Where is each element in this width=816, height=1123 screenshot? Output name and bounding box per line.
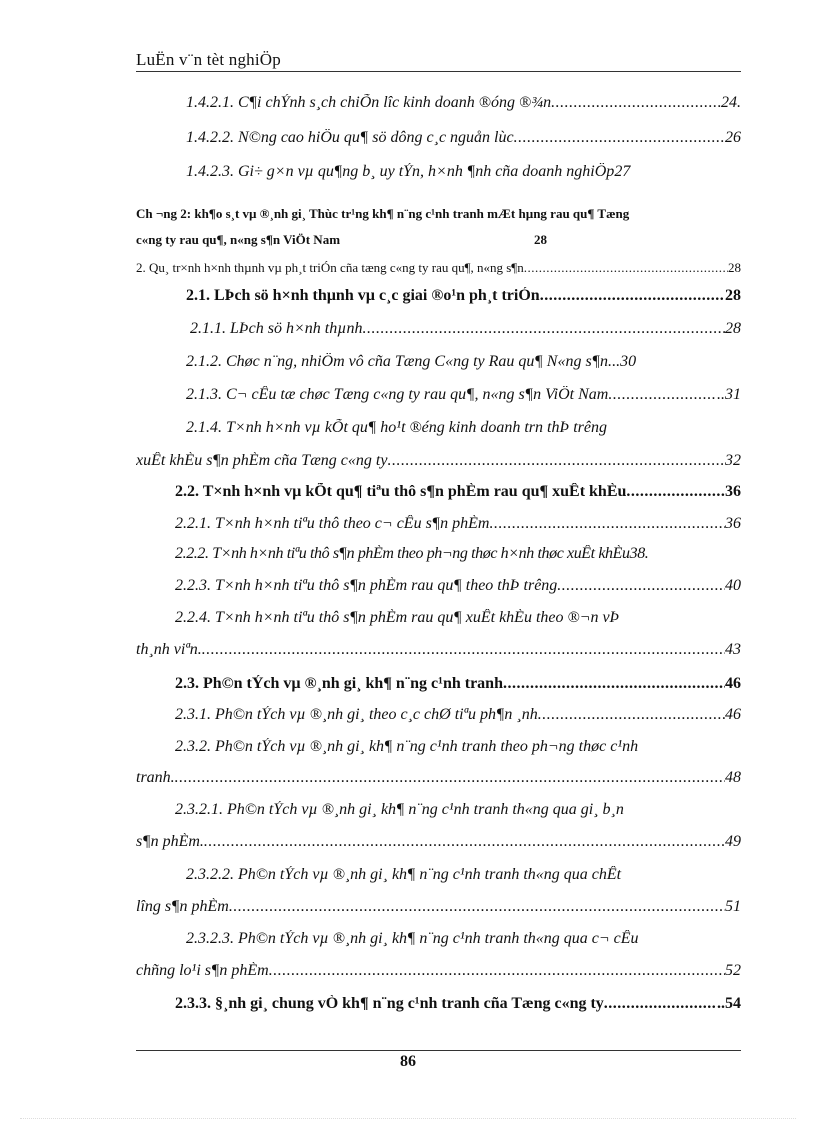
- toc-leader-dots: [489, 515, 725, 533]
- toc-leader-dots: [229, 898, 725, 916]
- toc-entry-text: 2.1.1. LÞch sö h×nh thµnh: [190, 320, 363, 337]
- toc-entry-text-cont: s¶n phÈm.: [136, 833, 204, 850]
- toc-leader-dots: [503, 675, 725, 693]
- toc-entry-page: ..31: [717, 386, 741, 403]
- header-rule: [136, 71, 741, 72]
- toc-entry-page: 28: [728, 260, 741, 275]
- toc-entry-text: 2.2.3. T×nh h×nh tiªu thô s¶n phÈm rau qu¶ theo thÞ trêng: [175, 577, 558, 594]
- toc-entry[interactable]: [186, 94, 741, 112]
- toc-leader-dots: [557, 577, 725, 595]
- toc-leader-dots: [608, 386, 717, 404]
- toc-entry-cont: [136, 769, 741, 787]
- toc-entry[interactable]: [186, 129, 741, 147]
- toc-entry-page: 28: [725, 320, 741, 337]
- toc-entry-text-cont: lîng s¶n phÈm: [136, 898, 229, 915]
- toc-entry-text: 1.4.2.3. Gi÷ g×n vµ qu¶ng b¸ uy tÝn, h×nh ¶nh cña doanh nghiÖp: [186, 163, 615, 180]
- toc-entry[interactable]: [186, 287, 741, 305]
- toc-chapter-heading[interactable]: [136, 206, 741, 222]
- toc-entry[interactable]: [136, 260, 741, 276]
- toc-entry[interactable]: [186, 930, 741, 948]
- page-number: 86: [400, 1053, 416, 1070]
- toc-entry[interactable]: [175, 706, 741, 724]
- toc-entry-page: 46: [725, 706, 741, 723]
- toc-entry-text: 2.3.2.2. Ph©n tÝch vµ ®¸nh gi¸ kh¶ n¨ng c¹nh tranh th«ng qua chÊt: [186, 866, 622, 883]
- toc-entry[interactable]: [186, 353, 741, 371]
- toc-entry-text: 2.2.1. T×nh h×nh tiªu thô theo c¬ cÊu s¶n phÈm: [175, 515, 490, 532]
- toc-entry[interactable]: [175, 675, 741, 693]
- toc-entry-text: 2.1. LÞch sö h×nh thµnh vµ c¸c giai ®o¹n ph¸t triÓn: [186, 287, 540, 304]
- toc-entry-page: 43: [725, 641, 741, 658]
- toc-entry-page: 32: [725, 452, 741, 469]
- toc-entry-text-cont: chñng lo¹i s¶n phÈm: [136, 962, 269, 979]
- toc-entry-page: 49: [725, 833, 741, 850]
- toc-entry-text: 2.3.2.3. Ph©n tÝch vµ ®¸nh gi¸ kh¶ n¨ng c¹nh tranh th«ng qua c¬ cÊu: [186, 930, 639, 947]
- toc-entry-text: 1.4.2.1. C¶i chÝnh s¸ch chiÕn lîc kinh doanh ®óng ®¾n: [186, 94, 552, 111]
- toc-entry[interactable]: [175, 995, 741, 1013]
- toc-entry-page: 48: [725, 769, 741, 786]
- toc-entry-page: 27: [614, 163, 631, 180]
- toc-entry-text-cont: tranh.: [136, 769, 175, 786]
- toc-leader-dots: [551, 94, 721, 112]
- toc-entry-cont: [136, 833, 741, 851]
- toc-entry-page: ..54: [717, 995, 741, 1012]
- toc-entry-page: ..30: [612, 353, 637, 370]
- toc-entry-page: 36: [725, 483, 741, 500]
- toc-leader-dots: [387, 452, 725, 470]
- running-header: LuËn v¨n tèt nghiÖp: [136, 50, 281, 69]
- toc-entry[interactable]: [186, 386, 741, 404]
- toc-entry[interactable]: [175, 577, 741, 595]
- toc-leader-dots: [175, 769, 725, 787]
- toc-entry[interactable]: [190, 320, 741, 338]
- page-edge-divider: [20, 1118, 796, 1119]
- toc-entry-page: 28: [534, 232, 547, 247]
- toc-entry-cont: [136, 641, 741, 659]
- toc-leader-dots: [524, 260, 728, 276]
- toc-entry-cont: [136, 962, 741, 980]
- toc-leader-dots: [202, 641, 725, 659]
- toc-leader-dots: [626, 483, 725, 501]
- toc-entry-page: 24.: [721, 94, 741, 111]
- toc-entry-page: 51: [725, 898, 741, 915]
- footer-rule: [136, 1050, 741, 1051]
- toc-entry-text: 2.1.3. C¬ cÊu tæ chøc Tæng c«ng ty rau qu¶, n«ng s¶n ViÖt Nam: [186, 386, 609, 403]
- toc-entry-page: 26: [725, 129, 741, 146]
- toc-entry-text-cont: th¸nh viªn.: [136, 641, 202, 658]
- toc-entry-page: 36: [725, 515, 741, 532]
- toc-entry[interactable]: [175, 801, 741, 819]
- toc-entry[interactable]: [175, 515, 741, 533]
- toc-leader-dots: [540, 287, 725, 305]
- toc-entry[interactable]: [175, 483, 741, 501]
- toc-entry-text: 2. Qu¸ tr×nh h×nh thµnh vµ ph¸t triÓn cña tæng c«ng ty rau qu¶, n«ng s¶n: [136, 260, 524, 275]
- toc-entry-text: 2.2.4. T×nh h×nh tiªu thô s¶n phÈm rau qu¶ xuÊt khÈu theo ®¬n vÞ: [175, 609, 620, 626]
- toc-leader-dots: [538, 706, 725, 724]
- toc-entry[interactable]: [175, 738, 741, 756]
- toc-entry-cont: [136, 452, 741, 470]
- toc-entry-cont: [136, 898, 741, 916]
- toc-entry-text: 2.3.1. Ph©n tÝch vµ ®¸nh gi¸ theo c¸c chØ tiªu ph¶n ¸nh: [175, 706, 538, 723]
- toc-entry[interactable]: [175, 609, 741, 627]
- toc-entry-text: 2.3.2.1. Ph©n tÝch vµ ®¸nh gi¸ kh¶ n¨ng c¹nh tranh th«ng qua gi¸ b¸n: [175, 801, 624, 818]
- toc-entry[interactable]: [186, 866, 741, 884]
- toc-entry-text: 2.2. T×nh h×nh vµ kÕt qu¶ tiªu thô s¶n phÈm rau qu¶ xuÊt khÈu: [175, 483, 627, 500]
- toc-entry-text: 2.3.2. Ph©n tÝch vµ ®¸nh gi¸ kh¶ n¨ng c¹nh tranh theo ph¬ng thøc c¹nh: [175, 738, 639, 755]
- toc-entry[interactable]: [186, 163, 741, 181]
- toc-leader-dots: [269, 962, 725, 980]
- toc-entry-text: 2.1.2. Chøc n¨ng, nhiÖm vô cña Tæng C«ng ty Rau qu¶ N«ng s¶n.: [186, 353, 613, 370]
- toc-entry-text-cont: xuÊt khÈu s¶n phÈm cña Tæng c«ng ty: [136, 452, 388, 469]
- toc-entry-text-cont: c«ng ty rau qu¶, n«ng s¶n ViÖt Nam: [136, 232, 341, 247]
- toc-leader-dots: [514, 129, 725, 147]
- toc-entry-text: 2.3.3. §¸nh gi¸ chung vÒ kh¶ n¨ng c¹nh tranh cña Tæng c«ng ty: [175, 995, 604, 1012]
- toc-leader-dots: [604, 995, 717, 1013]
- toc-entry-page: 52: [725, 962, 741, 979]
- toc-entry-text: 1.4.2.2. N©ng cao hiÖu qu¶ sö dông c¸c nguån lùc: [186, 129, 514, 146]
- toc-leader-dots: [204, 833, 725, 851]
- toc-entry-text: Ch ¬ng 2: kh¶o s¸t vµ ®¸nh gi¸ Thùc tr¹ng kh¶ n¨ng c¹nh tranh mÆt hµng rau qu¶ Tæng: [136, 206, 630, 221]
- toc-entry-page: 46: [725, 675, 741, 692]
- toc-entry-page: 28: [725, 287, 741, 304]
- toc-entry[interactable]: [186, 419, 741, 437]
- toc-leader-dots: [362, 320, 725, 338]
- toc-entry-text: 2.2.2. T×nh h×nh tiªu thô s¶n phÈm theo ph¬ng thøc h×nh thøc xuÊt khÈu38.: [175, 545, 649, 562]
- toc-chapter-heading-cont: [136, 232, 741, 248]
- toc-entry[interactable]: [175, 545, 741, 563]
- toc-entry-text: 2.3. Ph©n tÝch vµ ®¸nh gi¸ kh¶ n¨ng c¹nh tranh: [175, 675, 503, 692]
- toc-entry-text: 2.1.4. T×nh h×nh vµ kÕt qu¶ ho¹t ®éng kinh doanh trn thÞ trêng: [186, 419, 607, 436]
- toc-entry-page: 40: [725, 577, 741, 594]
